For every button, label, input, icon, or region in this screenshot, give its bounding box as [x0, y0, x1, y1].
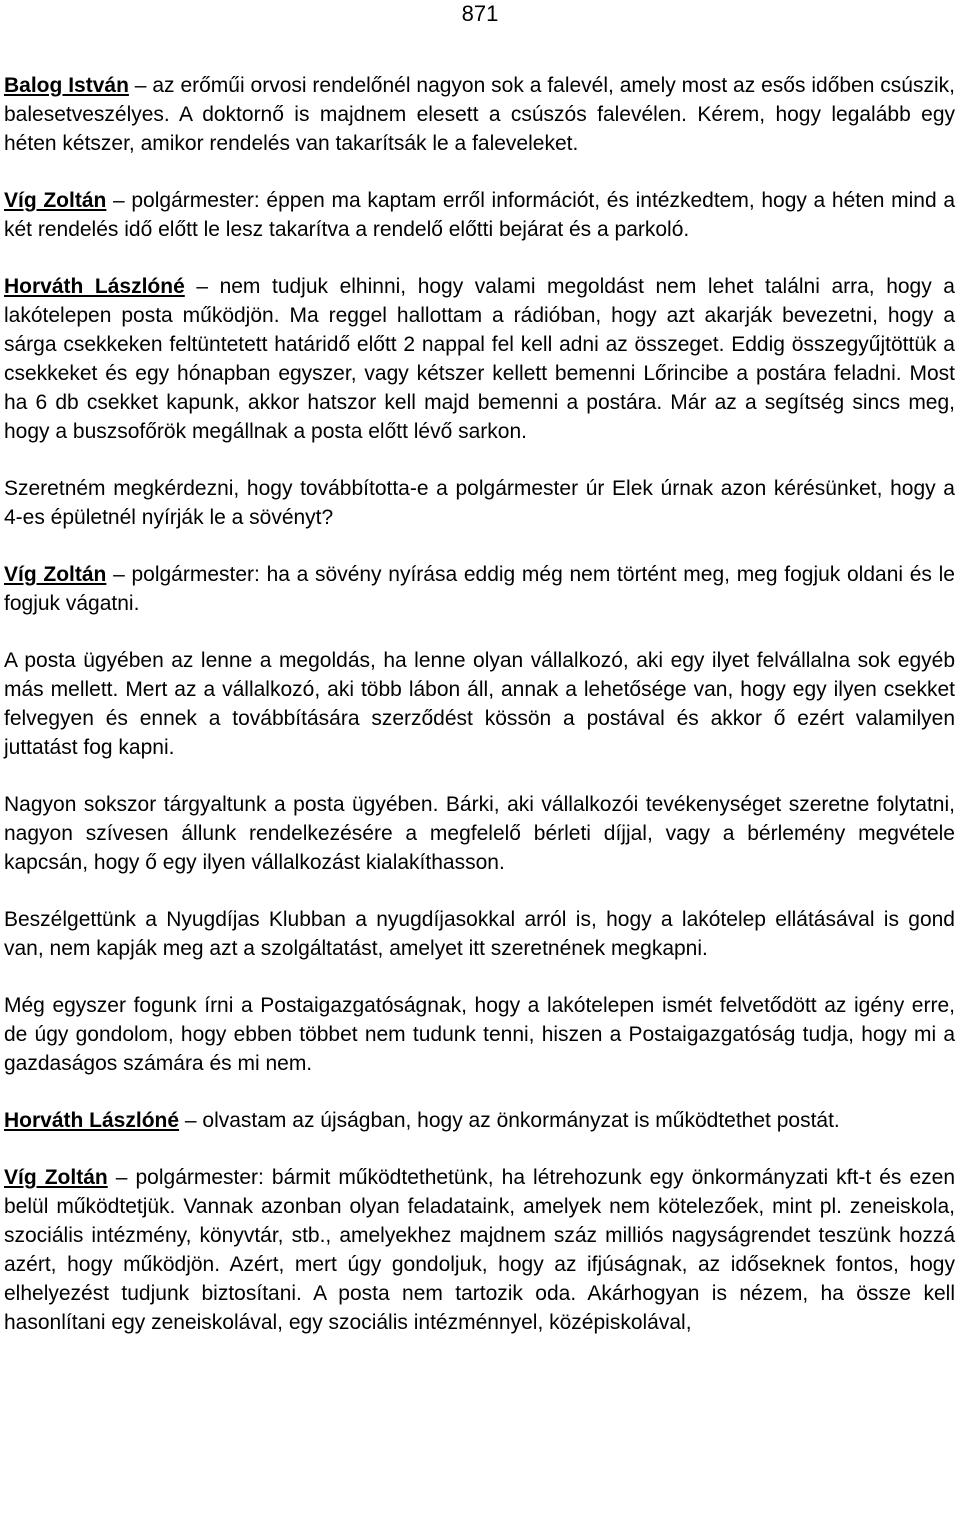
- paragraph-text: – olvastam az újságban, hogy az önkormányzat is működtethet postát.: [179, 1109, 840, 1132]
- paragraph-text: Szeretném megkérdezni, hogy továbbította-e a polgármester úr Elek úrnak azon kérésünket, hogy a 4-es épületnél nyírják le a sövényt?: [4, 477, 955, 529]
- paragraph-6: [4, 646, 955, 762]
- document-body: [4, 71, 955, 1365]
- paragraph-8: [4, 905, 955, 963]
- page-number: 871: [461, 1, 499, 26]
- speaker-name: Víg Zoltán: [4, 1166, 108, 1189]
- paragraph-text: Nagyon sokszor tárgyaltunk a posta ügyében. Bárki, aki vállalkozói tevékenységet szeretne folytatni, nagyon szívesen állunk rendelkezésére a megfelelő bérleti díjjal, vagy a bérlemény megvétele kapcsán, hogy ő egy ilyen vállalkozást kialakíthasson.: [4, 793, 955, 874]
- paragraph-text: – polgármester: éppen ma kaptam erről információt, és intézkedtem, hogy a héten mind a két rendelés idő előtt le lesz takarítva a rendelő előtti bejárat és a parkoló.: [4, 189, 956, 241]
- paragraph-5: [4, 560, 955, 618]
- paragraph-text: – polgármester: ha a sövény nyírása eddig még nem történt meg, meg fogjuk oldani és le fogjuk vágatni.: [4, 563, 955, 615]
- speaker-name: Víg Zoltán: [4, 189, 107, 212]
- paragraph-2: [4, 186, 955, 244]
- paragraph-text: A posta ügyében az lenne a megoldás, ha lenne olyan vállalkozó, aki egy ilyet felvállalna sok egyéb más mellett. Mert az a vállalkozó, aki több lábon áll, annak a lehetősége van, hogy egy ilyen csekket felvegyen és ennek a továbbítására szerződést kössön a postával és akkor ő ezért valamilyen juttatást fog kapni.: [4, 649, 955, 759]
- paragraph-text: – az erőműi orvosi rendelőnél nagyon sok a falevél, amely most az esős időben csúszik, balesetveszélyes. A doktornő is majdnem elesett a csúszós falevélen. Kérem, hogy legalább egy héten kétszer, amikor rendelés van takarítsák le a faleveleket.: [4, 74, 955, 155]
- speaker-name: Balog István: [4, 74, 129, 97]
- speaker-name: Horváth Lászlóné: [4, 275, 185, 298]
- paragraph-7: [4, 790, 955, 877]
- speaker-name: Víg Zoltán: [4, 563, 107, 586]
- paragraph-4: [4, 474, 955, 532]
- speaker-name: Horváth Lászlóné: [4, 1109, 180, 1132]
- paragraph-text: – nem tudjuk elhinni, hogy valami megoldást nem lehet találni arra, hogy a lakótelepen posta működjön. Ma reggel hallottam a rádióban, hogy azt akarják bevezetni, hogy a sárga csekkeken feltüntetett határidő előtt 2 nappal fel kell adni az összeget. Eddig összegyűjtöttük a csekkeket és egy hónapban egyszer, vagy kétszer kellett bemenni Lőrincibe a postára feladni. Most ha 6 db csekket kapunk, akkor hatszor kell majd bemenni a postára. Már az a segítség sincs meg, hogy a buszsofőrök megállnak a posta előtt lévő sarkon.: [4, 275, 955, 443]
- paragraph-1: [4, 71, 955, 158]
- paragraph-10: [4, 1106, 955, 1135]
- paragraph-9: [4, 991, 955, 1078]
- paragraph-text: Még egyszer fogunk írni a Postaigazgatóságnak, hogy a lakótelepen ismét felvetődött az igény erre, de úgy gondolom, hogy ebben többet nem tudunk tenni, hiszen a Postaigazgatóság tudja, hogy mi a gazdaságos számára és mi nem.: [4, 994, 955, 1075]
- paragraph-11: [4, 1163, 955, 1337]
- paragraph-text: – polgármester: bármit működtethetünk, ha létrehozunk egy önkormányzati kft-t és ezen belül működtetjük. Vannak azonban olyan feladataink, amelyek nem kötelezőek, mint pl. zeneiskola, szociális intézmény, könyvtár, stb., amelyekhez majdnem száz milliós nagyságrendet teszünk hozzá azért, hogy működjön. Azért, mert úgy gondoljuk, hogy az ifjúságnak, az időseknek fontos, hogy elhelyezést tudjunk biztosítani. A posta nem tartozik oda. Akárhogyan is nézem, ha össze kell hasonlítani egy zeneiskolával, egy szociális intézménnyel, középiskolával,: [4, 1166, 955, 1334]
- paragraph-3: [4, 272, 955, 446]
- paragraph-text: Beszélgettünk a Nyugdíjas Klubban a nyugdíjasokkal arról is, hogy a lakótelep ellátásával is gond van, nem kapják meg azt a szolgáltatást, amelyet itt szeretnének megkapni.: [4, 908, 955, 960]
